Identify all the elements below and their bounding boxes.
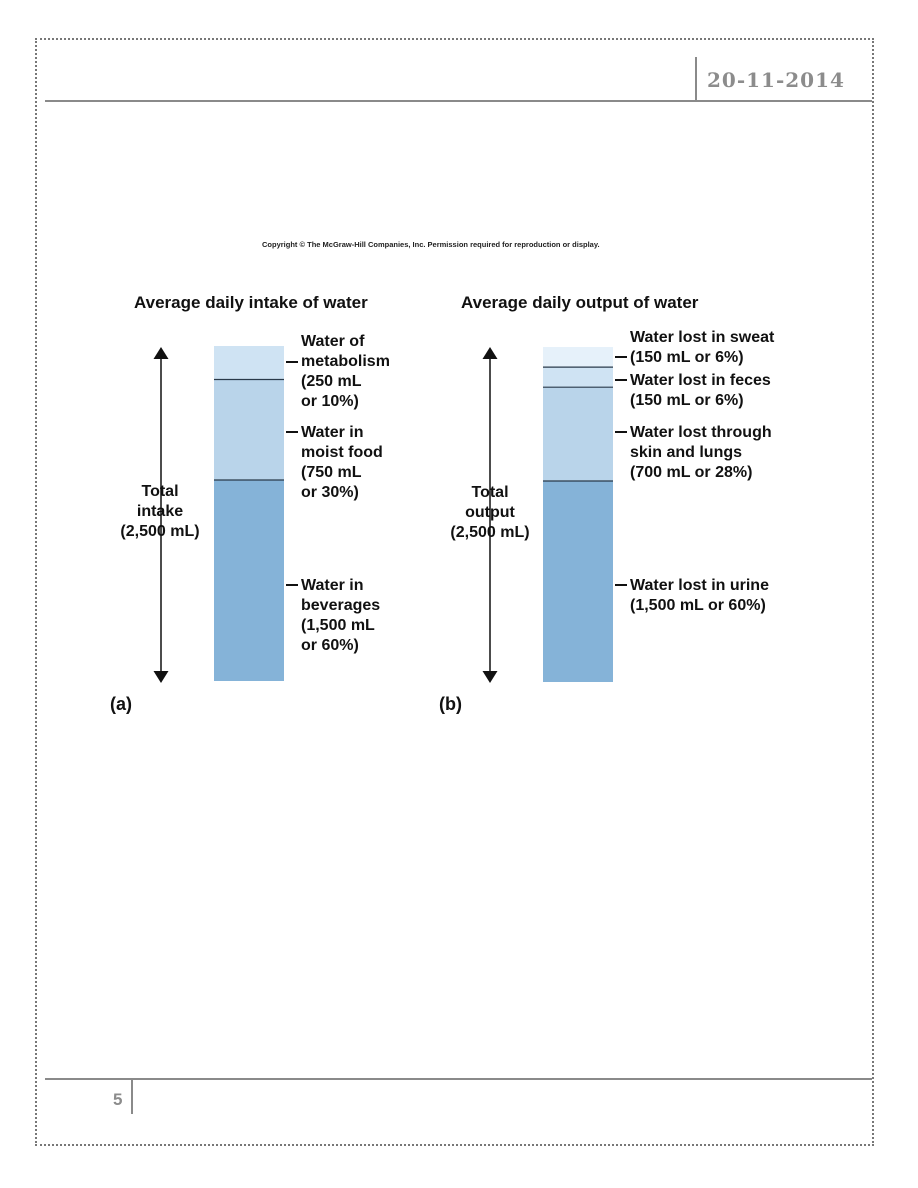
panel-b-label: (b) — [439, 694, 462, 714]
intake-segment-0 — [214, 346, 284, 380]
output-segment-1 — [543, 367, 613, 387]
copyright-notice: Copyright © The McGraw-Hill Companies, Inc. Permission required for reproduction or display. — [262, 240, 600, 249]
footer-divider — [131, 1078, 133, 1114]
panel-a-label: (a) — [110, 694, 132, 714]
intake-total-label: Total intake (2,500 mL) — [120, 483, 200, 540]
output-label-skin-lungs: Water lost through skin and lungs (700 mL or 28%) — [630, 424, 772, 481]
page-number: 5 — [113, 1090, 123, 1109]
intake-bar — [214, 346, 298, 681]
output-segment-3 — [543, 481, 613, 682]
intake-label-metabolism: Water of metabolism (250 mL or 10%) — [301, 333, 390, 410]
intake-segment-2 — [214, 480, 284, 681]
output-bar — [543, 347, 627, 682]
intake-label-moist-food: Water in moist food (750 mL or 30%) — [301, 424, 383, 501]
intake-segment-1 — [214, 380, 284, 481]
output-label-urine: Water lost in urine (1,500 mL or 60%) — [630, 577, 769, 614]
header-date: 20-11-2014 — [707, 68, 845, 92]
output-segment-2 — [543, 387, 613, 481]
output-total-label: Total output (2,500 mL) — [450, 484, 530, 541]
output-title: Average daily output of water — [461, 293, 699, 312]
output-label-sweat: Water lost in sweat (150 mL or 6%) — [630, 329, 775, 366]
output-label-feces: Water lost in feces (150 mL or 6%) — [630, 372, 771, 409]
intake-label-beverages: Water in beverages (1,500 mL or 60%) — [301, 577, 381, 654]
footer-rule — [45, 1078, 872, 1080]
output-segment-0 — [543, 347, 613, 367]
intake-title: Average daily intake of water — [134, 293, 368, 312]
